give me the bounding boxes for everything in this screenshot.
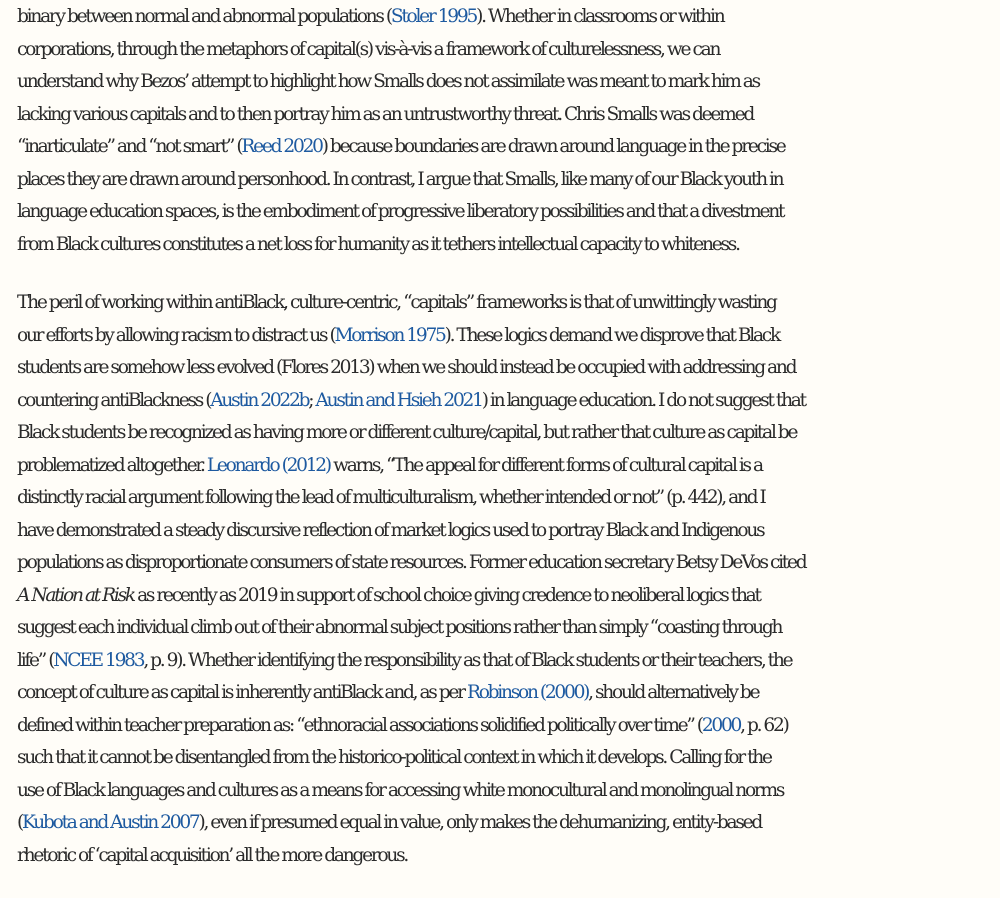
text-run: from Black cultures constitutes a net loss for humanity as it tethers intellectual capacity to whiteness. <box>17 233 739 255</box>
text-run: have demonstrated a steady discursive reflection of market logics used to portray Black and Indigenous <box>17 519 764 541</box>
text-run: populations as disproportionate consumers of state resources. Former education secretary Betsy DeVos cited <box>17 552 806 573</box>
text-line <box>17 196 985 229</box>
text-line <box>17 612 985 645</box>
text-line <box>17 775 985 808</box>
text-run: “inarticulate” and “not smart” ( <box>17 136 242 157</box>
text-run: such that it cannot be disentangled from the historico-political context in which it develops. Calling for the <box>17 747 771 768</box>
text-run: ( <box>17 812 23 833</box>
citation-link[interactable]: NCEE 1983 <box>53 649 144 671</box>
text-line <box>17 1 985 34</box>
text-line <box>17 131 985 164</box>
italic-title: A Nation at Risk <box>17 584 134 606</box>
text-run: our efforts by allowing racism to distract us ( <box>17 324 335 346</box>
text-run: problematized altogether. <box>17 454 207 476</box>
text-run: places they are drawn around personhood. In contrast, I argue that Smalls, like many of our Black youth in <box>17 168 783 190</box>
text-line <box>17 677 985 710</box>
text-run: concept of culture as capital is inherently antiBlack and, as per <box>17 682 467 703</box>
text-run: language education spaces, is the embodiment of progressive liberatory possibilities and that a divestment <box>17 201 784 222</box>
text-run: distinctly racial argument following the lead of multiculturalism, whether intended or not” (p. 442), and I <box>17 487 765 508</box>
text-line <box>17 417 985 450</box>
text-run: as recently as 2019 in support of school choice giving credence to neoliberal logics that <box>133 584 760 606</box>
text-line <box>17 287 985 320</box>
text-run: use of Black languages and cultures as a means for accessing white monocultural and monolingual norms <box>17 779 784 801</box>
text-run: , p. 62) <box>740 714 788 736</box>
citation-link[interactable]: Stoler 1995 <box>390 6 477 27</box>
text-run: warns, “The appeal for different forms of cultural capital is a <box>329 454 762 476</box>
text-line <box>17 352 985 385</box>
text-line <box>17 385 985 418</box>
text-line <box>17 34 985 67</box>
text-line <box>17 320 985 353</box>
article-body <box>17 1 985 898</box>
citation-link[interactable]: Morrison 1975 <box>334 324 445 346</box>
citation-link[interactable]: Reed 2020 <box>241 136 322 157</box>
text-run: The peril of working within antiBlack, culture-centric, “capitals” frameworks is that of unwittingly wasting <box>17 292 776 313</box>
text-run: countering antiBlackness ( <box>17 389 211 411</box>
text-run: understand why Bezos’ attempt to highlight how Smalls does not assimilate was meant to mark him as <box>17 71 759 92</box>
text-run: ) in language education. I do not suggest that <box>481 389 805 411</box>
text-line <box>17 742 985 775</box>
text-line <box>17 547 985 580</box>
citation-link[interactable]: 2000 <box>701 714 741 736</box>
text-line <box>17 840 985 873</box>
text-run: students are somehow less evolved (Flores 2013) when we should instead be occupied with addressing and <box>17 357 796 378</box>
body-paragraph <box>17 1 985 261</box>
text-run: rhetoric of ‘capital acquisition’ all the more dangerous. <box>17 844 408 866</box>
text-run: ). These logics demand we disprove that Black <box>444 324 779 346</box>
text-line <box>17 99 985 132</box>
text-line <box>17 645 985 678</box>
text-line <box>17 710 985 743</box>
text-line <box>17 515 985 548</box>
text-run: ), even if presumed equal in value, only makes the dehumanizing, entity-based <box>198 812 762 833</box>
text-line <box>17 482 985 515</box>
text-run: corporations, through the metaphors of capital(s) vis-à-vis a framework of culturelessness, we can <box>17 38 720 60</box>
text-run: , p. 9). Whether identifying the responsibility as that of Black students or their teachers, the <box>143 649 792 671</box>
text-run: Black students be recognized as having more or different culture/capital, but rather that culture as capital be <box>17 422 797 443</box>
text-line <box>17 164 985 197</box>
citation-link[interactable]: Kubota and Austin 2007 <box>22 812 199 833</box>
text-run: defined within teacher preparation as: “ethnoracial associations solidified politically over time” ( <box>17 714 702 736</box>
text-run: ; <box>308 389 316 411</box>
text-run: ). Whether in classrooms or within <box>476 6 724 27</box>
text-line <box>17 807 985 840</box>
citation-link[interactable]: Austin 2022b <box>210 389 309 411</box>
text-run: suggest each individual climb out of their abnormal subject positions rather than simply “coasting through <box>17 617 782 638</box>
text-line <box>17 66 985 99</box>
text-run: life” ( <box>17 649 54 671</box>
citation-link[interactable]: Leonardo (2012) <box>206 454 330 476</box>
body-paragraph <box>17 287 985 872</box>
text-run: lacking various capitals and to then portray him as an untrustworthy threat. Chris Smalls was deemed <box>17 103 753 125</box>
text-line <box>17 450 985 483</box>
text-run: , should alternatively be <box>588 682 759 703</box>
text-line <box>17 580 985 613</box>
text-run: binary between normal and abnormal populations ( <box>17 6 391 27</box>
citation-link[interactable]: Robinson (2000) <box>466 682 589 703</box>
text-line <box>17 229 985 262</box>
text-run: ) because boundaries are drawn around language in the precise <box>321 136 785 157</box>
citation-link[interactable]: Austin and Hsieh 2021 <box>315 389 482 411</box>
